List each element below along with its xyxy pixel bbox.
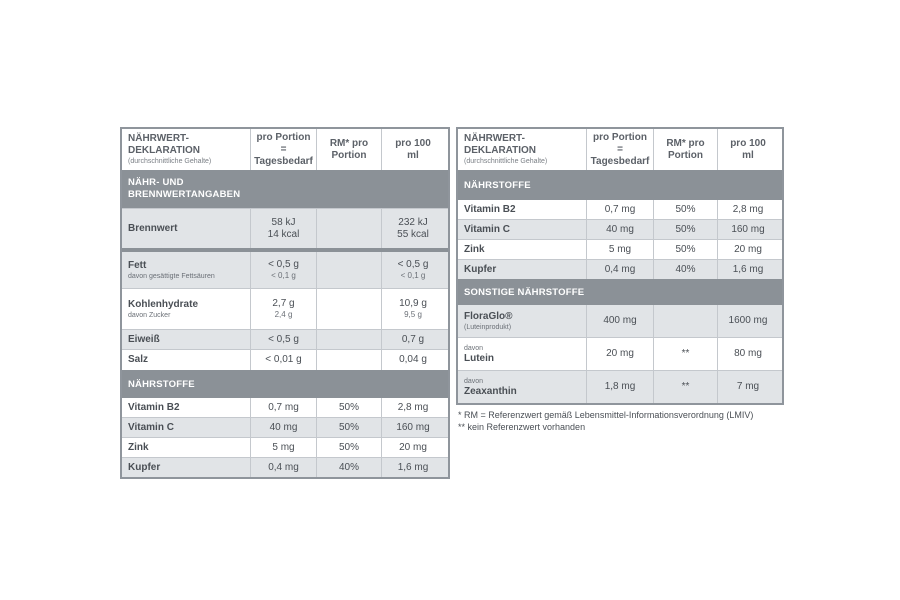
row-label: Salz bbox=[128, 354, 149, 365]
row-label: davon Lutein bbox=[464, 344, 494, 364]
cell-portion: 0,7 mg bbox=[586, 200, 653, 219]
row-label: Vitamin B2 bbox=[128, 401, 180, 413]
row-label: Zink bbox=[464, 243, 485, 255]
row-label: Vitamin C bbox=[464, 223, 510, 235]
cell-rm bbox=[316, 350, 381, 370]
cell-rm: 50% bbox=[316, 438, 381, 457]
header-col2: pro Portion = Tagesbedarf bbox=[250, 129, 316, 170]
section-header-naehrwerte: NÄHR- UND BRENNWERTANGABEN bbox=[122, 170, 448, 208]
cell-portion: < 0,5 g < 0,1 g bbox=[250, 252, 316, 288]
header-col4: pro 100 ml bbox=[381, 129, 444, 170]
footnote-no-reference: ** kein Referenzwert vorhanden bbox=[458, 422, 586, 432]
row-vitamin-b2 bbox=[458, 200, 782, 219]
table-header bbox=[458, 129, 782, 170]
cell-portion: < 0,01 g bbox=[250, 350, 316, 370]
cell-100ml: 20 mg bbox=[717, 240, 778, 259]
cell-100ml: 0,7 g bbox=[381, 330, 444, 349]
row-zink bbox=[122, 437, 448, 457]
row-label: Eiweiß bbox=[128, 333, 160, 345]
cell-portion: 0,4 mg bbox=[586, 260, 653, 279]
row-eiweiss bbox=[122, 329, 448, 349]
cell-100ml: 160 mg bbox=[381, 418, 444, 437]
cell-rm: ** bbox=[653, 338, 717, 370]
cell-100ml: 2,8 mg bbox=[381, 398, 444, 417]
cell-rm: ** bbox=[653, 371, 717, 403]
row-label: Brennwert bbox=[128, 222, 178, 234]
cell-portion: 400 mg bbox=[586, 305, 653, 337]
footnote-rm: * RM = Referenzwert gemäß Lebensmittel-Informationsverordnung (LMIV) bbox=[458, 410, 754, 420]
row-vitamin-c bbox=[122, 417, 448, 437]
cell-100ml: 1,6 mg bbox=[381, 458, 444, 477]
cell-100ml: 1,6 mg bbox=[717, 260, 778, 279]
cell-portion: 5 mg bbox=[586, 240, 653, 259]
cell-rm: 50% bbox=[653, 220, 717, 239]
cell-rm bbox=[653, 305, 717, 337]
row-label: Vitamin B2 bbox=[464, 203, 516, 215]
cell-rm: 50% bbox=[316, 418, 381, 437]
section-header-naehrstoffe: NÄHRSTOFFE bbox=[458, 170, 782, 200]
cell-100ml: 10,9 g 9,5 g bbox=[381, 289, 444, 329]
row-vitamin-c bbox=[458, 219, 782, 239]
row-fett bbox=[122, 252, 448, 288]
row-lutein bbox=[458, 337, 782, 370]
cell-rm: 40% bbox=[316, 458, 381, 477]
cell-rm bbox=[316, 209, 381, 248]
cell-portion: 58 kJ 14 kcal bbox=[250, 209, 316, 248]
cell-100ml: 7 mg bbox=[717, 371, 778, 403]
row-label: Kohlenhydrate davon Zucker bbox=[128, 298, 199, 319]
row-floraglo bbox=[458, 305, 782, 337]
row-label: Kupfer bbox=[464, 263, 497, 275]
header-col3: RM* pro Portion bbox=[653, 129, 717, 170]
header-subtitle: (durchschnittliche Gehalte) bbox=[464, 158, 548, 165]
row-kupfer bbox=[122, 457, 448, 477]
cell-100ml: 0,04 g bbox=[381, 350, 444, 370]
row-label: davon Zeaxanthin bbox=[464, 377, 517, 397]
cell-portion: 5 mg bbox=[250, 438, 316, 457]
row-kupfer bbox=[458, 259, 782, 279]
cell-portion: 0,7 mg bbox=[250, 398, 316, 417]
nutrition-table-left bbox=[120, 127, 450, 479]
cell-100ml: < 0,5 g < 0,1 g bbox=[381, 252, 444, 288]
header-col3: RM* pro Portion bbox=[316, 129, 381, 170]
cell-rm: 50% bbox=[316, 398, 381, 417]
cell-portion: 20 mg bbox=[586, 338, 653, 370]
cell-100ml: 80 mg bbox=[717, 338, 778, 370]
cell-portion: 0,4 mg bbox=[250, 458, 316, 477]
header-col2: pro Portion = Tagesbedarf bbox=[586, 129, 653, 170]
cell-portion: 40 mg bbox=[250, 418, 316, 437]
header-col4: pro 100 ml bbox=[717, 129, 778, 170]
row-zeaxanthin bbox=[458, 370, 782, 403]
row-label: Vitamin C bbox=[128, 421, 174, 433]
row-vitamin-b2 bbox=[122, 398, 448, 417]
cell-100ml: 160 mg bbox=[717, 220, 778, 239]
header-col1 bbox=[122, 129, 250, 170]
row-brennwert bbox=[122, 208, 448, 248]
header-title: NÄHRWERT-DEKLARATION bbox=[128, 133, 201, 156]
cell-rm: 50% bbox=[653, 240, 717, 259]
table-header bbox=[122, 129, 448, 170]
section-header-sonstige: SONSTIGE NÄHRSTOFFE bbox=[458, 279, 782, 305]
nutrition-table-right bbox=[456, 127, 784, 405]
section-header-naehrstoffe: NÄHRSTOFFE bbox=[122, 370, 448, 398]
row-salz bbox=[122, 349, 448, 370]
header-title: NÄHRWERT-DEKLARATION bbox=[464, 133, 537, 156]
cell-portion: 40 mg bbox=[586, 220, 653, 239]
cell-rm bbox=[316, 252, 381, 288]
row-label: Kupfer bbox=[128, 461, 161, 473]
cell-rm: 40% bbox=[653, 260, 717, 279]
row-label: Fett davon gesättigte Fettsäuren bbox=[128, 259, 215, 280]
footnotes bbox=[458, 409, 753, 433]
header-subtitle: (durchschnittliche Gehalte) bbox=[128, 158, 212, 165]
cell-100ml: 232 kJ 55 kcal bbox=[381, 209, 444, 248]
cell-100ml: 20 mg bbox=[381, 438, 444, 457]
row-zink bbox=[458, 239, 782, 259]
cell-rm bbox=[316, 330, 381, 349]
cell-portion: < 0,5 g bbox=[250, 330, 316, 349]
row-label: Zink bbox=[128, 441, 149, 453]
cell-portion: 1,8 mg bbox=[586, 371, 653, 403]
cell-100ml: 2,8 mg bbox=[717, 200, 778, 219]
row-kohlenhydrate bbox=[122, 288, 448, 329]
header-col1 bbox=[458, 129, 586, 170]
row-label: FloraGlo® (Luteinprodukt) bbox=[464, 310, 513, 331]
cell-rm: 50% bbox=[653, 200, 717, 219]
cell-portion: 2,7 g 2,4 g bbox=[250, 289, 316, 329]
cell-rm bbox=[316, 289, 381, 329]
cell-100ml: 1600 mg bbox=[717, 305, 778, 337]
